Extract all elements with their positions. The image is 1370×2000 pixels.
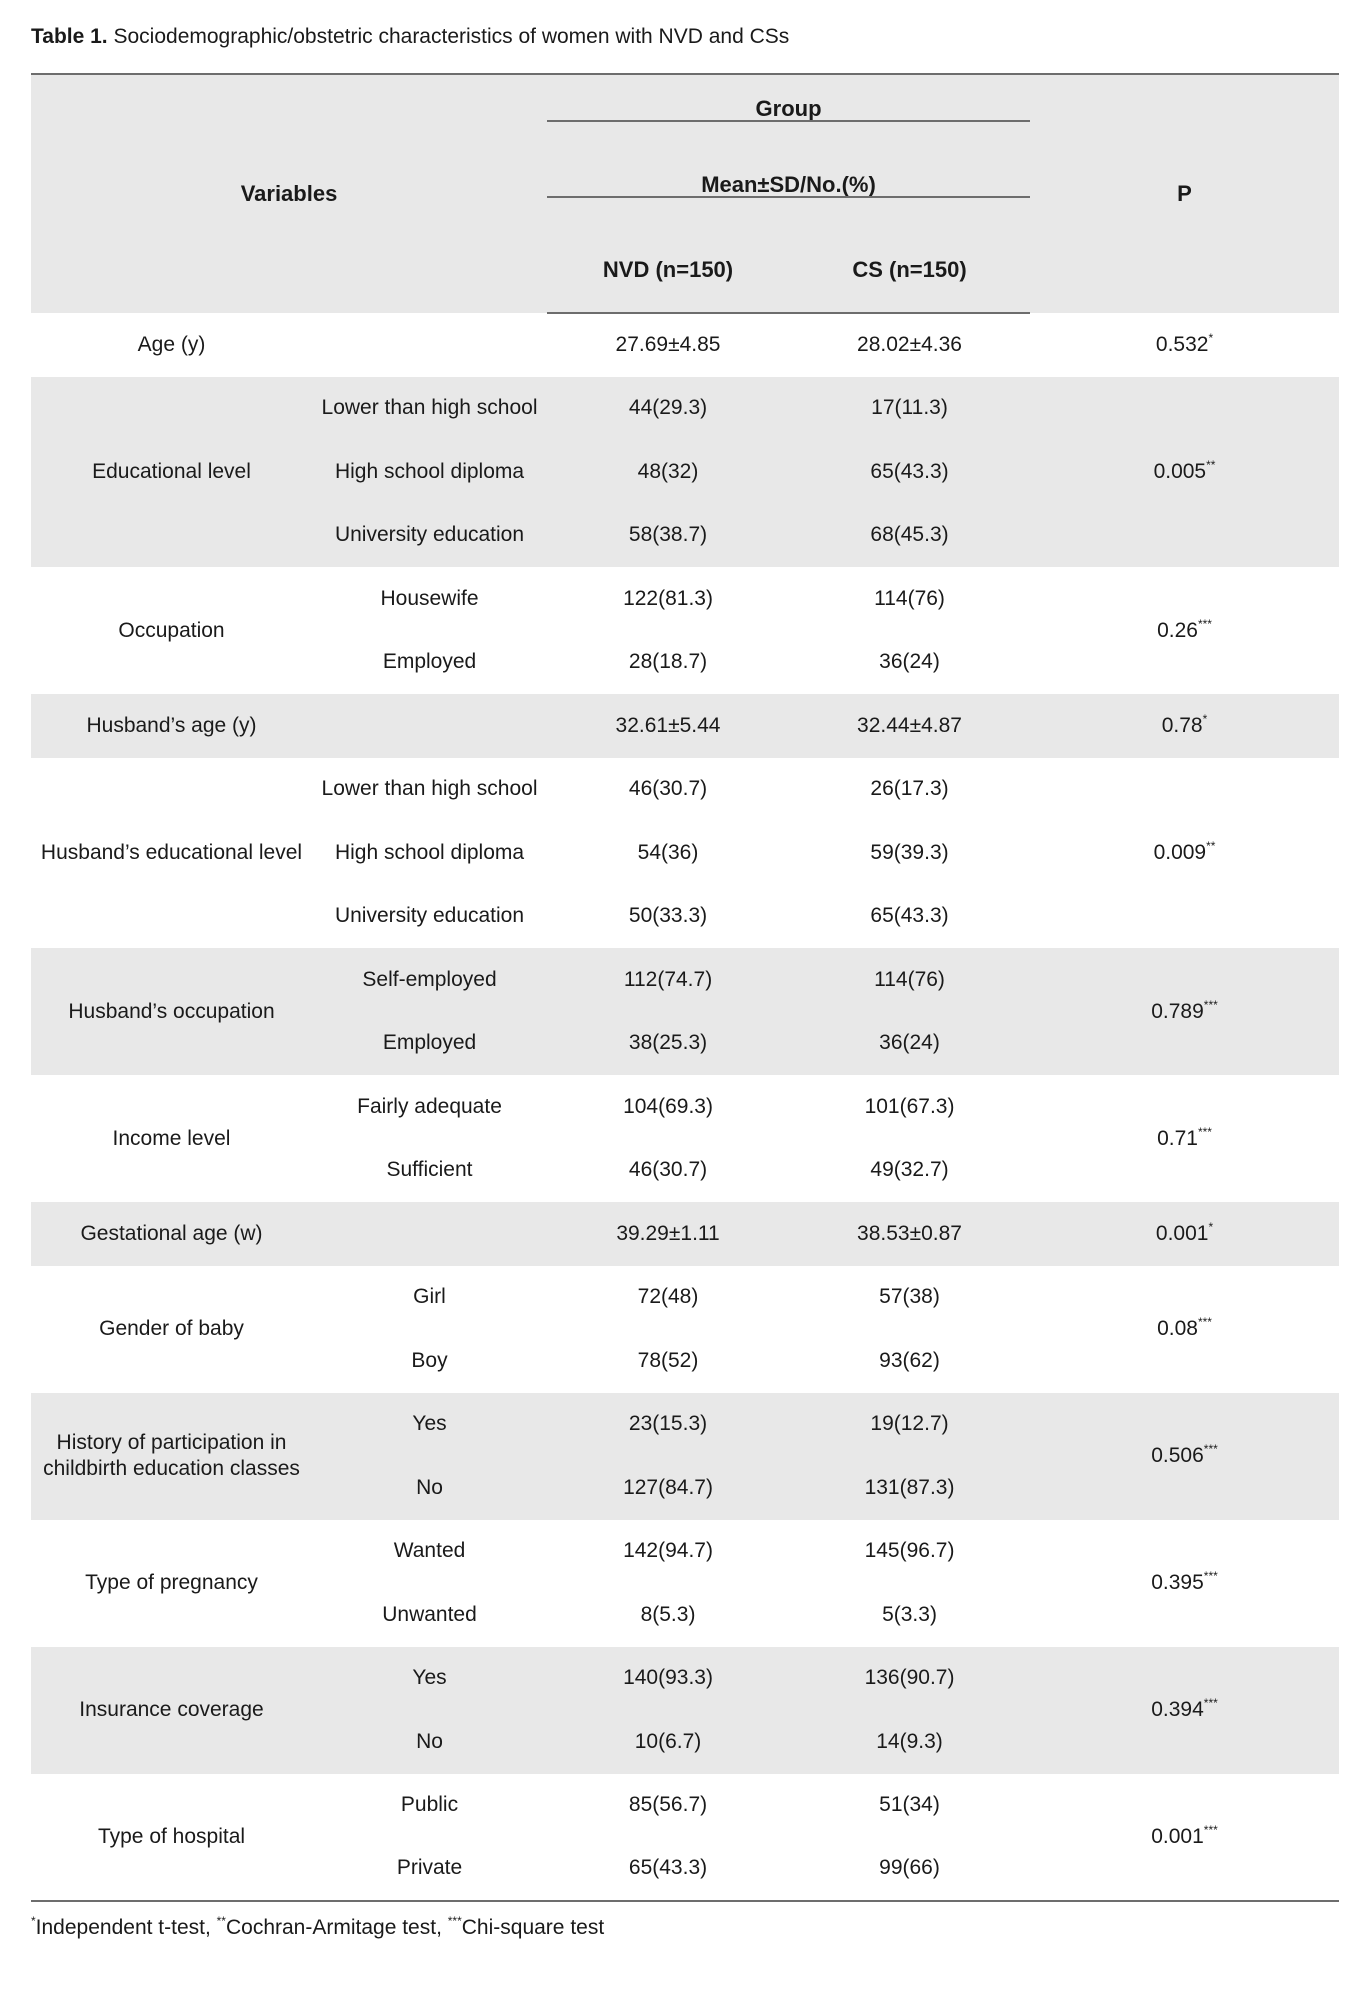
table-row bbox=[31, 1774, 1339, 1838]
cs-value: 5(3.3) bbox=[882, 1602, 937, 1626]
sig-marker: *** bbox=[1203, 997, 1218, 1012]
cs-value: 68(45.3) bbox=[789, 504, 1030, 568]
nvd-value: 27.69±4.85 bbox=[615, 333, 721, 357]
cs-value: 49(32.7) bbox=[870, 1158, 949, 1182]
cs-value: 65(43.3) bbox=[870, 904, 949, 928]
cs-value: 51(34) bbox=[879, 1793, 940, 1817]
footnote-text: Chi-square test bbox=[461, 1916, 605, 1939]
row-category: High school diploma bbox=[312, 440, 547, 504]
characteristics-table bbox=[31, 73, 1339, 1902]
table-footnote bbox=[31, 1913, 604, 1943]
row-category: Public bbox=[400, 1793, 459, 1817]
row-category: Wanted bbox=[393, 1539, 466, 1563]
table-row bbox=[31, 948, 1339, 1012]
nvd-value: 46(30.7) bbox=[628, 777, 708, 801]
table-row bbox=[31, 377, 1339, 441]
cs-value: 32.44±4.87 bbox=[789, 694, 1030, 758]
nvd-value: 127(84.7) bbox=[547, 1456, 789, 1520]
nvd-value: 32.61±5.44 bbox=[547, 694, 789, 758]
p-value: 0.08*** bbox=[1157, 1315, 1212, 1340]
nvd-value: 10(6.7) bbox=[547, 1710, 789, 1774]
table-row bbox=[31, 1393, 1339, 1457]
p-value: 0.532* bbox=[1155, 330, 1214, 356]
p-value: 0.005** bbox=[1030, 377, 1339, 568]
sig-marker: *** bbox=[1197, 1315, 1212, 1329]
row-label: Husband’s age (y) bbox=[31, 694, 312, 758]
row-category bbox=[312, 694, 547, 758]
nvd-value: 104(69.3) bbox=[623, 1094, 713, 1118]
cs-value: 101(67.3) bbox=[864, 1094, 955, 1118]
nvd-value: 54(36) bbox=[637, 840, 699, 864]
cs-value: 57(38) bbox=[879, 1285, 940, 1309]
row-category bbox=[312, 1202, 547, 1266]
nvd-value: 78(52) bbox=[637, 1348, 699, 1372]
table-row bbox=[31, 694, 1339, 758]
cs-value: 38.53±0.87 bbox=[789, 1202, 1030, 1266]
cs-value: 114(76) bbox=[789, 948, 1030, 1012]
row-category: University education bbox=[312, 504, 547, 568]
row-category: Employed bbox=[382, 650, 477, 674]
table-row bbox=[31, 758, 1339, 822]
nvd-value: 23(15.3) bbox=[547, 1393, 789, 1457]
sig-marker: *** bbox=[1203, 1569, 1218, 1583]
nvd-value: 8(5.3) bbox=[640, 1602, 696, 1626]
table-row bbox=[31, 1266, 1339, 1330]
row-category bbox=[312, 313, 547, 377]
row-label: Gender of baby bbox=[99, 1317, 244, 1340]
header-stat bbox=[547, 142, 1030, 228]
nvd-value: 140(93.3) bbox=[547, 1647, 789, 1711]
row-label: Educational level bbox=[31, 377, 312, 568]
cs-value: 36(24) bbox=[789, 1012, 1030, 1076]
nvd-value: 122(81.3) bbox=[623, 586, 713, 610]
nvd-value: 39.29±1.11 bbox=[547, 1202, 789, 1266]
row-label: Type of hospital bbox=[31, 1774, 312, 1901]
cs-value: 114(76) bbox=[874, 586, 945, 610]
nvd-value: 46(30.7) bbox=[628, 1158, 708, 1182]
nvd-value: 44(29.3) bbox=[547, 377, 789, 441]
footnote-text: Cochran-Armitage test, bbox=[225, 1916, 448, 1939]
row-label-line2: childbirth education classes bbox=[43, 1457, 300, 1480]
p-value: 0.26*** bbox=[1157, 616, 1212, 642]
footnote-marker: ** bbox=[216, 1914, 226, 1928]
row-label: Husband’s educational level bbox=[40, 840, 303, 864]
sig-marker: *** bbox=[1197, 616, 1212, 631]
nvd-value: 65(43.3) bbox=[547, 1837, 789, 1901]
p-value: 0.789*** bbox=[1030, 948, 1339, 1075]
footnote-marker: * bbox=[31, 1914, 36, 1928]
sig-marker: *** bbox=[1197, 1124, 1212, 1139]
row-category: Boy bbox=[411, 1348, 448, 1372]
row-label: Gestational age (w) bbox=[31, 1202, 312, 1266]
sig-marker: ** bbox=[1206, 457, 1216, 472]
row-category: Unwanted bbox=[382, 1602, 477, 1626]
row-category: High school diploma bbox=[334, 840, 525, 864]
header-cs: CS (n=150) bbox=[789, 228, 1030, 313]
nvd-value: 72(48) bbox=[637, 1285, 699, 1309]
row-category: Lower than high school bbox=[312, 377, 547, 441]
cs-value: 99(66) bbox=[789, 1837, 1030, 1901]
footnote-marker: *** bbox=[447, 1914, 462, 1928]
p-value: 0.009** bbox=[1153, 838, 1216, 864]
row-category: Yes bbox=[312, 1647, 547, 1711]
nvd-value: 50(33.3) bbox=[628, 904, 708, 928]
footnote-text: Independent t-test, bbox=[35, 1916, 217, 1939]
cs-value: 136(90.7) bbox=[789, 1647, 1030, 1711]
caption-label: Table 1. bbox=[31, 25, 108, 48]
row-label: Husband’s occupation bbox=[31, 948, 312, 1075]
header-group-label: Group bbox=[755, 95, 822, 121]
table-caption bbox=[31, 22, 789, 52]
header-stat-label: Mean±SD/No.(%) bbox=[701, 172, 876, 197]
row-category: Self-employed bbox=[312, 948, 547, 1012]
sig-marker: *** bbox=[1203, 1442, 1218, 1456]
cs-value: 59(39.3) bbox=[870, 840, 949, 864]
p-value: 0.506*** bbox=[1030, 1393, 1339, 1520]
p-value: 0.001* bbox=[1030, 1202, 1339, 1266]
cs-value: 28.02±4.36 bbox=[857, 333, 962, 357]
nvd-value: 28(18.7) bbox=[628, 650, 708, 674]
row-category: No bbox=[312, 1456, 547, 1520]
cs-value: 131(87.3) bbox=[789, 1456, 1030, 1520]
p-value: 0.395*** bbox=[1151, 1569, 1218, 1594]
table-row bbox=[31, 1520, 1339, 1584]
table-row bbox=[31, 1202, 1339, 1266]
row-category: Yes bbox=[312, 1393, 547, 1457]
sig-marker: *** bbox=[1203, 1822, 1218, 1837]
cs-value: 26(17.3) bbox=[870, 777, 949, 801]
sig-marker: * bbox=[1202, 711, 1208, 726]
cs-value: 17(11.3) bbox=[789, 377, 1030, 441]
table-row bbox=[31, 567, 1339, 631]
sig-marker: *** bbox=[1203, 1696, 1218, 1710]
nvd-value: 85(56.7) bbox=[628, 1793, 708, 1817]
row-category: Housewife bbox=[380, 586, 479, 610]
row-label: Type of pregnancy bbox=[85, 1571, 258, 1594]
row-label: Age (y) bbox=[137, 332, 206, 356]
row-category: Girl bbox=[413, 1285, 446, 1309]
row-label: Insurance coverage bbox=[31, 1647, 312, 1774]
sig-marker: * bbox=[1208, 1219, 1214, 1234]
row-category: Private bbox=[312, 1837, 547, 1901]
cs-value: 65(43.3) bbox=[789, 440, 1030, 504]
cs-value: 145(96.7) bbox=[864, 1539, 955, 1563]
row-label bbox=[31, 1393, 312, 1520]
p-value: 0.394*** bbox=[1030, 1647, 1339, 1774]
sig-marker: * bbox=[1208, 330, 1214, 345]
row-category: Employed bbox=[312, 1012, 547, 1076]
p-value: 0.001*** bbox=[1030, 1774, 1339, 1901]
row-label: Income level bbox=[112, 1126, 231, 1150]
cs-value: 14(9.3) bbox=[789, 1710, 1030, 1774]
nvd-value: 48(32) bbox=[547, 440, 789, 504]
p-value: 0.71*** bbox=[1157, 1124, 1212, 1150]
nvd-value: 38(25.3) bbox=[547, 1012, 789, 1076]
nvd-value: 112(74.7) bbox=[547, 948, 789, 1012]
table-row bbox=[31, 1647, 1339, 1711]
row-category: Lower than high school bbox=[321, 777, 538, 801]
row-category: University education bbox=[334, 904, 525, 928]
header-variables: Variables bbox=[31, 74, 547, 313]
p-value: 0.78* bbox=[1030, 694, 1339, 758]
table-row bbox=[31, 313, 1339, 377]
row-category: No bbox=[312, 1710, 547, 1774]
header-p: P bbox=[1030, 74, 1339, 313]
cs-value: 36(24) bbox=[879, 650, 940, 674]
cs-value: 93(62) bbox=[879, 1348, 940, 1372]
row-category: Sufficient bbox=[386, 1158, 473, 1182]
row-label-line1: History of participation in bbox=[56, 1431, 287, 1454]
nvd-value: 58(38.7) bbox=[547, 504, 789, 568]
sig-marker: ** bbox=[1206, 838, 1216, 853]
nvd-value: 142(94.7) bbox=[623, 1539, 713, 1563]
row-category: Fairly adequate bbox=[357, 1094, 502, 1118]
table-row bbox=[31, 1075, 1339, 1139]
caption-text: Sociodemographic/obstetric characteristics of women with NVD and CSs bbox=[113, 25, 790, 48]
header-nvd: NVD (n=150) bbox=[547, 228, 789, 313]
row-label: Occupation bbox=[118, 618, 225, 642]
header-group bbox=[547, 74, 1030, 142]
cs-value: 19(12.7) bbox=[789, 1393, 1030, 1457]
